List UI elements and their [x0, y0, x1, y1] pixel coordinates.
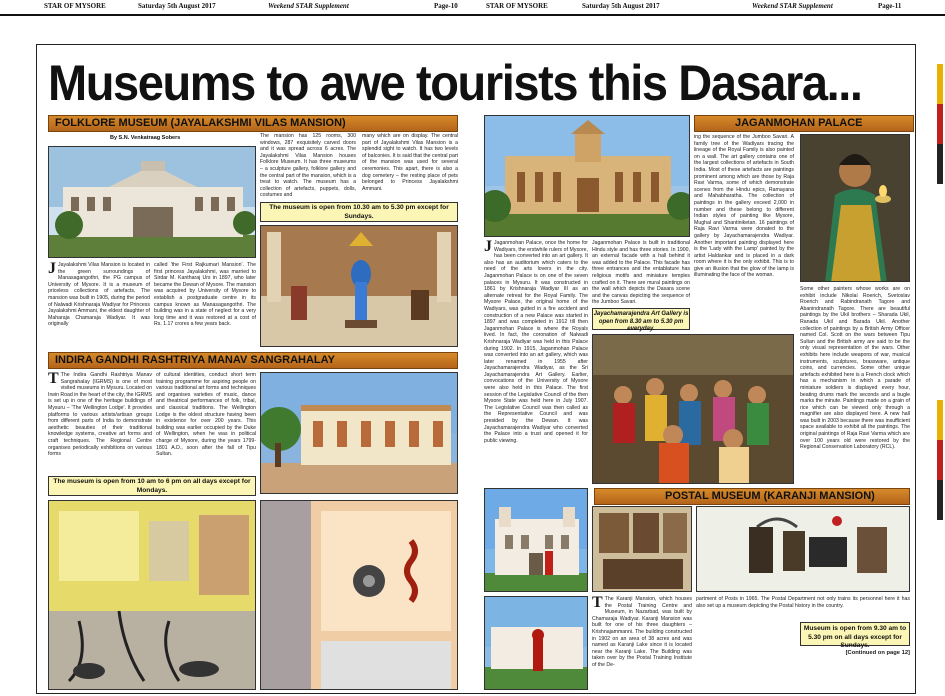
folklore-text-col3: The mansion has 125 rooms, 300 windows, 287 exquisitely carved doors and it was spread across 6 acres. The Jayalakshmi Vilas Mansion houses Folklore Museum. It has three museums – a sculpture gallery, folklore gallery and the central part of the mansion, which is a treat to watch. The museum has a collection of artefacts, puppets, dolls, costumes and [260, 133, 356, 199]
folklore-text-col2: called 'the First Rajkumari Mansion'. The first princess Jayalakshmi, was married to Sirdar M. Kantharaj Urs in 1897, who later became the Dewan of Mysore. The mansion was acquired by University of Mysore to establish a postgraduate centre in its campus known as Manasagangothri. The building was in a state of neglect for a very long time and it was restored at a cost of Rs. 1.17 crores a few years back. [154, 262, 256, 328]
folklore-title: FOLKLORE MUSEUM (JAYALAKSHMI VILAS MANSION) [48, 115, 458, 132]
headline: Museums to awe tourists this Dasara... [48, 55, 862, 111]
folklore-text-col1: J Jayalakshmi Vilas Mansion is located in the green surroundings of Manasagangothri, the PG campus of University of Mysore. It is a museum of priceless collections of artefacts. The mansion was built in 1905, during the period of Nalwadi Krishnaraja Wadiyar for Princess Jayalakshmi Ammani, the eldest daughter of Maharaja Chamaraja Wadiyar. It was originally [48, 262, 150, 328]
folklore-gallery-photo [260, 225, 458, 347]
igrms-text-col1: T The Indira Gandhi Rashtriya Manav Sangrahalay (IGRMS) is one of most visited museums in Mysuru. Located on Irwin Road in the heart of the city, the IGRMS is set up in one of the heritage buildings of Mysuru – 'The Wellington Lodge'. It provides platforms to various artists/artisan groups from different parts of India to demonstrate aesthetic beauties of their traditional knowledge systems, creative art forms and craft techniques. The Regional Centre organises periodically exhibitions on various forms [48, 372, 152, 458]
drop-cap: T [592, 596, 603, 611]
left-supplement: Weekend STAR Supplement [268, 2, 349, 10]
left-date: Saturday 5th August 2017 [138, 2, 216, 10]
drop-cap: J [48, 262, 56, 277]
byline: By S.N. Venkatraag Sobers [110, 135, 181, 141]
right-page-number: Page-11 [878, 2, 902, 10]
jaganmohan-text-col3: ing the sequence of the Jumboo Savari. A family tree of the Wadiyars tracing the lineage of the Royal Family is also painted on a wall. The art gallery contains one of the largest collections of artefacts in South India. Most of these artefacts are paintings prominent among which are those by Raja Ravi Varma, some of which demonstrate scenes from the Hindu epics, Ramayana and Mahabharatha. The collection of paintings in the gallery exceed 2,000 in number and these belong to different Indian styles of painting like Mysore, Mughal and Shantiniketan. 16 paintings of Raja Ravi Varma were donated to the gallery by Jayachamarajendra Wadiyar. Another important painting displayed here is the 'Lady with the Lamp' painted by the artist Haldankar and is placed in a dark room where it is the only exhibit. This is to give an illusion that the glow of the lamp is illuminating the face of the woman. [694, 134, 794, 279]
karanji-mansion-photo [484, 488, 588, 592]
right-date: Saturday 5th August 2017 [582, 2, 660, 10]
jaganmohan-timing-box: Jayachamarajendra Art Gallery is open from 8.30 am to 5.30 pm everyday. [592, 308, 690, 330]
folklore-mansion-photo [48, 146, 256, 258]
color-strip [937, 104, 943, 144]
right-paper-name: STAR OF MYSORE [486, 2, 548, 10]
color-strip [937, 440, 943, 480]
color-strip [937, 480, 943, 520]
lady-with-lamp-painting [800, 134, 910, 282]
jaganmohan-palace-photo [484, 115, 690, 237]
postal-interior-photo [592, 506, 692, 592]
postal-text-col1: T The Karanji Mansion, which houses the Postal Training Centre and Museum, in Nazarbad, was built by Chamaraja Wadiyar. Karanji Mansion was built for one of his three daughters – Krishnajammanni. The building constructed in 1902 on an area of 38 acres and was named as Karanji Lake since it is located near the Karanji Lake. The Building was taken over by the Postal Training Institute of the De- [592, 596, 692, 668]
color-strip [937, 144, 943, 184]
left-paper-name: STAR OF MYSORE [44, 2, 106, 10]
jaganmohan-text-col2: Jaganmohan Palace is built in traditional Hindu style and has three stories. In 1900, an external facade with a hall behind it was added to the Palace. This facade has three entrances and the entablature has religious motifs and miniature temples crafted on it. There are mural paintings on the wall which depicts the Dasara scene and the canvas depicting the sequence of the Jumboo Savari. [592, 240, 690, 306]
color-strip [937, 64, 943, 104]
igrms-title: INDIRA GANDHI RASHTRIYA MANAV SANGRAHALAY [48, 352, 458, 369]
ravi-varma-painting [592, 334, 794, 484]
left-page-number: Page-10 [434, 2, 458, 10]
igrms-wellington-lodge-photo [260, 372, 458, 494]
igrms-exhibit-photo [260, 500, 458, 690]
jaganmohan-text-col4: Some other painters whose works are on exhibit include Nikolai Roerich, Svetoslav Roerich and Rabindranath Tagore and Abanindranath Tagore. There are beautiful paintings by the Ukil brothers – Sharada Ukil, Ranada Ukil and Barada Ukil. Another collection of paintings by a British Army Officer named Col. Scott on the wars between Tipu Sultan and the British army are said to be the only visual representation of the wars. Other exhibits here include weapons of war, musical instruments, sculptures, brassware, antique coins, and currencies. Some other unique artefacts exhibited here is a French clock which has a mechanism in which a parade of miniature soldiers is displayed every hour, beating drums mark the seconds and a bugle marks the minute. Paintings made on a grain of rice which can be viewed only through a magnifier are also displayed here. A new hall was built in 2003 because there was insufficient space available to exhibit all the paintings. The original paintings of Raja Ravi Varma which are over 100 years old were restored by the Regional Conservation Laboratory (RCL). [800, 286, 910, 451]
color-strip [937, 400, 943, 440]
postal-artefacts-photo [696, 506, 910, 592]
jaganmohan-title: JAGANMOHAN PALACE [694, 115, 914, 132]
postal-garden-photo [484, 596, 588, 690]
postal-text-col2: partment of Posts in 1965. The Postal Department not only trains its personnel here it has also set up a museum depicting the Postal history in the country. [696, 596, 910, 609]
igrms-text-col2: of cultural identities, conduct short term training programme for aspiring people on various traditional art forms and techniques and organises varieties of music, dance and theatrical performances of folk, tribal, and classical traditions. The Wellington Lodge is the oldest structure having been in existence for over 200 years. This building was earlier occupied by the Duke of Wellington, when he was in political charge of Mysore, during the years 1799-1801 A.D., soon after the fall of Tipu Sultan. [156, 372, 256, 458]
continued-note: [Continued on page 12] [845, 650, 910, 656]
folklore-timing-box: The museum is open from 10.30 am to 5.30 pm except for Sundays. [260, 202, 458, 222]
drop-cap: T [48, 372, 59, 387]
right-supplement: Weekend STAR Supplement [752, 2, 833, 10]
postal-timing-box: Museum is open from 9.30 am to 5.30 pm on all days except for Sundays. [800, 622, 910, 646]
folklore-text-col4: many which are on display. The central part of Jayalakshmi Vilas Mansion is a splendid sight to watch. It has two levels of balconies. It is said that the central part of the mansion was used for several ceremonies. This apart, there is also a dog cemetery – the resting place of pets belonged to Princess Jayalakshmi Ammani. [362, 133, 458, 192]
postal-title: POSTAL MUSEUM (KARANJI MANSION) [594, 488, 910, 505]
drop-cap: J [484, 240, 492, 255]
header-rule [0, 14, 945, 16]
igrms-hall-photo [48, 500, 256, 690]
igrms-timing-box: The museum is open from 10 am to 6 pm on all days except for Mondays. [48, 476, 256, 496]
jaganmohan-text-col1: J Jaganmohan Palace, once the home for Wadiyars, the erstwhile rulers of Mysore, has been converted into an art gallery. It also has an auditorium which caters to the need of the arts lovers in the city. Jaganmohan Palace is on one of the seven palaces in Mysuru. It was constructed in 1861 by Krishnaraja Wadiyar III as an alternate retreat for the Royal Family. The Mysore Palace, the original home of the Wadiyars, was gutted in a fire accident and construction of a new Palace was started in 1897 and was completed in 1912 till then Jaganmohan Palace is where the Royals lived. In fact, the coronation of Nalwadi Krishnaraja Wadiyar was held in this Palace during 1902. In 1915, Jaganmohan Palace was converted into an art gallery, which was later renamed in 1955 after Jayachamarajendra Wadiyar, as the Sri Jayachamarajendra Art Gallery. Earlier, convocations of the University of Mysore were also held in this Palace. The first session of the Legislative Council of the then Mysore State was held here in July 1907. The Legislative Council was then called as the Representative Council and was presided by the Dewan. It was Jayachamarajendra Wadiyar who converted the Palace into a trust and opened it for public viewing. [484, 240, 588, 444]
